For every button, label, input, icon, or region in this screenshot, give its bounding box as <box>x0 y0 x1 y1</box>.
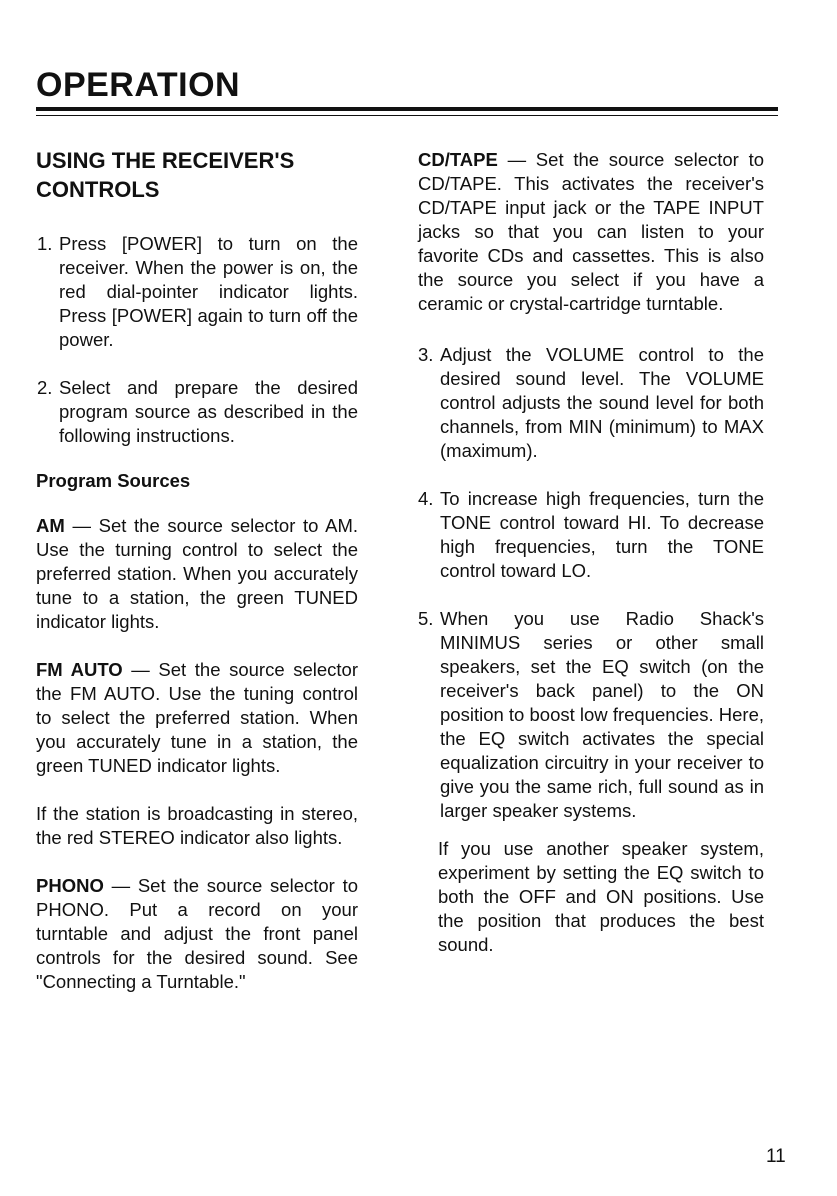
speaker-note: If you use another speaker system, experiment by setting the EQ switch to both the OFF and ON positions. Use the position that produces the best sound. <box>438 838 764 955</box>
step-number: 5. <box>418 608 434 629</box>
source-text: — Set the source selector to AM. Use the turning control to select the preferred station. When you accurately tune to a station, the green TUNED indicator lights. <box>36 515 358 632</box>
heading-rule-thick <box>36 107 778 111</box>
source-am <box>36 514 358 634</box>
page-title: OPERATION <box>36 66 241 104</box>
source-phono <box>36 874 358 994</box>
step-4 <box>418 487 764 583</box>
source-text: — Set the source selector to PHONO. Put a record on your turntable and adjust the front panel controls for the desired sound. See "Connecting a Turntable." <box>36 875 358 992</box>
left-column <box>36 146 358 994</box>
heading-rule-thin <box>36 115 778 116</box>
step-number: 3. <box>418 344 434 365</box>
source-label: AM <box>36 515 65 536</box>
step-text: Select and prepare the desired program source as described in the following instructions. <box>59 377 358 446</box>
step-number: 1. <box>37 233 53 254</box>
step-number: 2. <box>37 377 53 398</box>
right-column <box>418 148 764 957</box>
step-text: To increase high frequencies, turn the TONE control toward HI. To decrease high frequencies, turn the TONE control toward LO. <box>440 488 764 581</box>
source-fm-auto <box>36 658 358 778</box>
source-label: CD/TAPE <box>418 149 498 170</box>
step-number: 4. <box>418 488 434 509</box>
source-label: PHONO <box>36 875 104 896</box>
step-3 <box>418 343 764 463</box>
step-text: Adjust the VOLUME control to the desired sound level. The VOLUME control adjusts the sound level for both channels, from MIN (minimum) to MAX (maximum). <box>440 344 764 461</box>
step-text: When you use Radio Shack's MINIMUS series or other small speakers, set the EQ switch (on the receiver's back panel) to the ON position to boost low frequencies. Here, the EQ switch activates the special equalization circuitry in your receiver to give you the same rich, full sound as in larger speaker systems. <box>440 608 764 821</box>
source-text: — Set the source selector to CD/TAPE. This activates the receiver's CD/TAPE input jack or the TAPE INPUT jacks so that you can listen to your favorite CDs and cassettes. This is also the source you select if you have a ceramic or crystal-cartridge turntable. <box>418 149 764 314</box>
source-text: — Set the source selector the FM AUTO. Use the tuning control to select the preferred station. When you accurately tune in a station, the green TUNED indicator lights. <box>36 659 358 776</box>
source-cd-tape <box>418 148 764 316</box>
section-title: USING THE RECEIVER'S CONTROLS <box>36 148 295 202</box>
page-number: 11 <box>766 1146 786 1167</box>
step-1 <box>37 232 358 352</box>
program-sources-heading: Program Sources <box>36 470 191 491</box>
step-text: Press [POWER] to turn on the receiver. When the power is on, the red dial-pointer indicator lights. Press [POWER] again to turn off the power. <box>59 233 358 350</box>
step-2 <box>37 376 358 448</box>
stereo-note: If the station is broadcasting in stereo, the red STEREO indicator also lights. <box>36 803 358 848</box>
step-5 <box>418 607 764 823</box>
source-label: FM AUTO <box>36 659 123 680</box>
